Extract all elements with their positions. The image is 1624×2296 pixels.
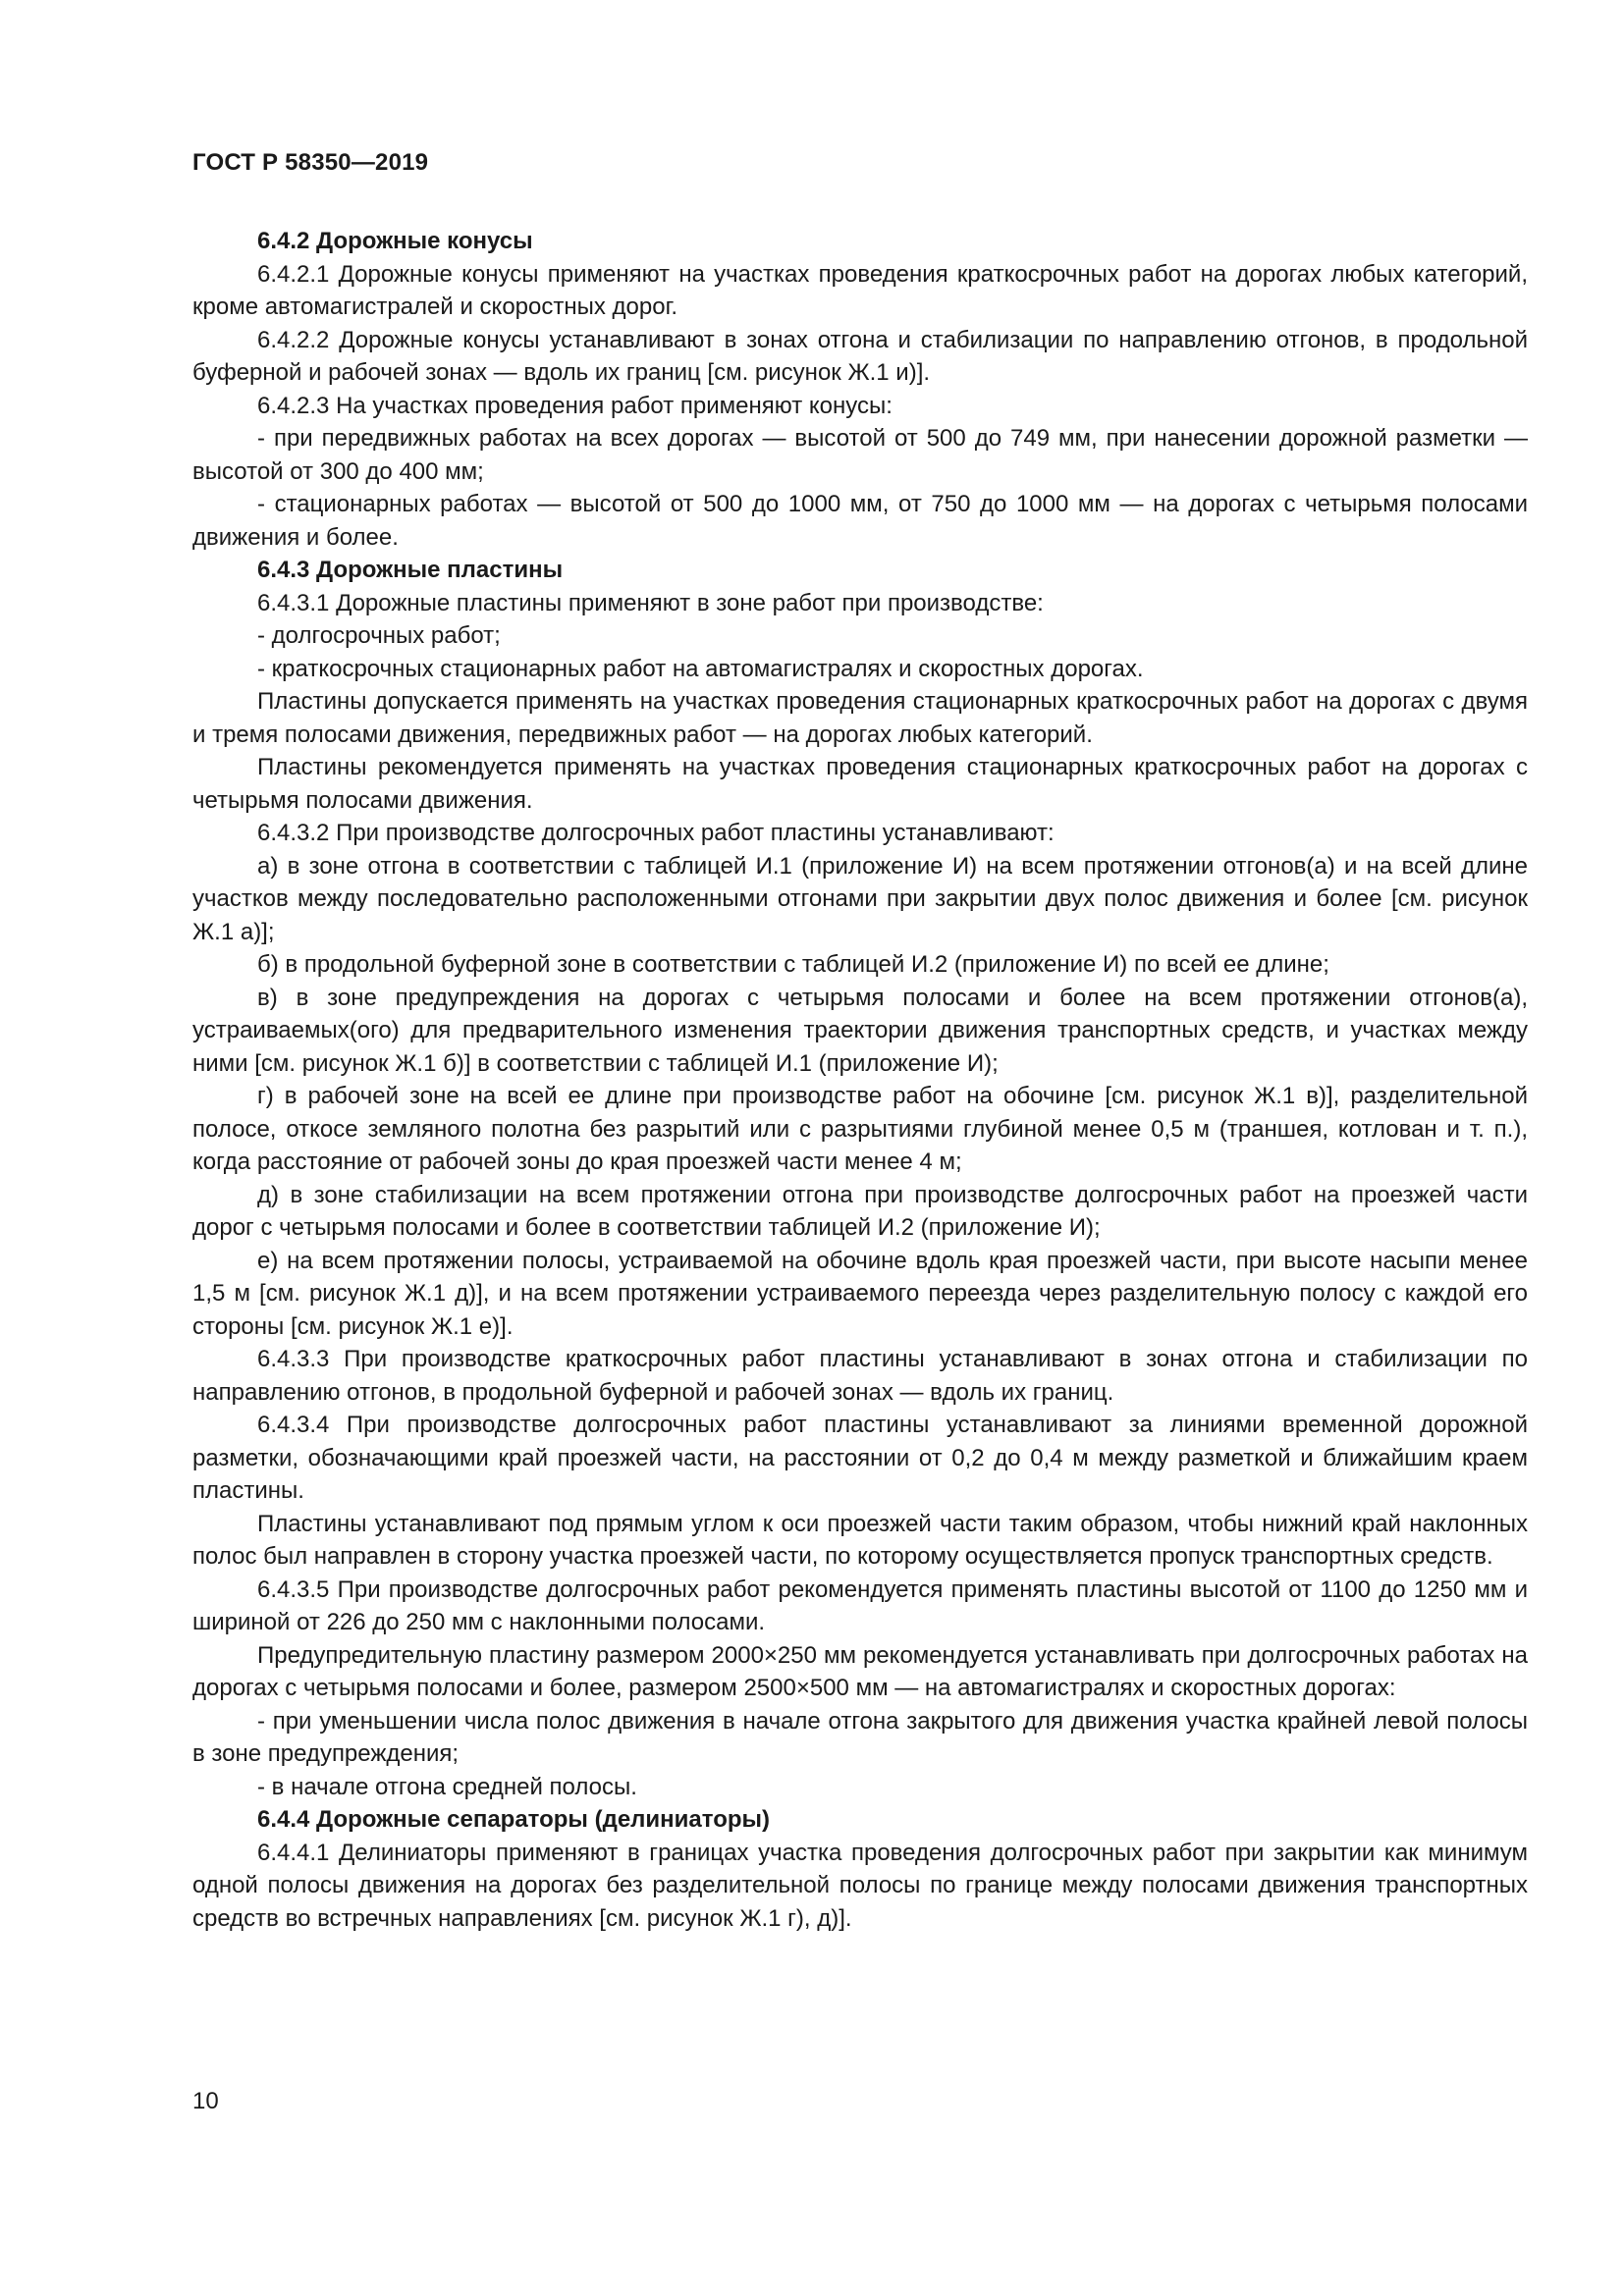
list-item: г) в рабочей зоне на всей ее длине при производстве работ на обочине [см. рисунок Ж.1 в)], разделительной полосе, откосе земляного полотна без разрытий или с разрытиями глубиной менее 0,5 м (траншея, котлован и т. п.), когда расстояние от рабочей зоны до края проезжей части менее 4 м; (192, 1083, 1528, 1175)
paragraph: Пластины рекомендуется применять на участках проведения стационарных краткосрочных работ на дорогах с четырьмя полосами движения. (192, 754, 1528, 814)
list-item: - краткосрочных стационарных работ на автомагистралях и скоростных дорогах. (257, 655, 1144, 682)
document-body (192, 225, 1528, 1935)
paragraph: 6.4.3.1 Дорожные пластины применяют в зоне работ при производстве: (257, 589, 1044, 616)
paragraph: Пластины устанавливают под прямым углом к оси проезжей части таким образом, чтобы нижний край наклонных полос был направлен в сторону участка проезжей части, по которому осуществляется пропуск транспортных средств. (192, 1510, 1528, 1570)
list-item: е) на всем протяжении полосы, устраиваемой на обочине вдоль края проезжей части, при высоте насыпи менее 1,5 м [см. рисунок Ж.1 д)], и на всем протяжении устраиваемого переезда через разделительную полосу с каждой его стороны [см. рисунок Ж.1 е)]. (192, 1247, 1528, 1340)
list-item: в) в зоне предупреждения на дорогах с четырьмя полосами и более на всем протяжении отгонов(а), устраиваемых(ого) для предварительного изменения траектории движения транспортных средств, и участках между ними [см. рисунок Ж.1 б)] в соответствии с таблицей И.1 (приложение И); (192, 984, 1528, 1077)
paragraph: 6.4.2.1 Дорожные конусы применяют на участках проведения краткосрочных работ на дорогах любых категорий, кроме автомагистралей и скоростных дорог. (192, 260, 1528, 320)
list-item: - долгосрочных работ; (257, 622, 501, 649)
list-item: - при передвижных работах на всех дорогах — высотой от 500 до 749 мм, при нанесении дорожной разметки — высотой от 300 до 400 мм; (192, 425, 1528, 485)
paragraph: 6.4.3.3 При производстве краткосрочных работ пластины устанавливают в зонах отгона и стабилизации по направлению отгонов, в продольной буферной и рабочей зонах — вдоль их границ. (192, 1346, 1528, 1406)
page-number: 10 (192, 2088, 219, 2114)
list-item: д) в зоне стабилизации на всем протяжении отгона при производстве долгосрочных работ на проезжей части дорог с четырьмя полосами и более в соответствии таблицей И.2 (приложение И); (192, 1181, 1528, 1241)
list-item: б) в продольной буферной зоне в соответствии с таблицей И.2 (приложение И) по всей ее длине; (257, 951, 1329, 978)
paragraph: 6.4.3.2 При производстве долгосрочных работ пластины устанавливают: (257, 820, 1055, 846)
section-heading-6-4-4: 6.4.4 Дорожные сепараторы (делиниаторы) (257, 1806, 771, 1833)
list-item: - при уменьшении числа полос движения в начале отгона закрытого для движения участка крайней левой полосы в зоне предупреждения; (192, 1707, 1528, 1767)
paragraph: 6.4.3.4 При производстве долгосрочных работ пластины устанавливают за линиями временной дорожной разметки, обозначающими край проезжей части, на расстоянии от 0,2 до 0,4 м между разметкой и ближайшим краем пластины. (192, 1412, 1528, 1504)
paragraph: Предупредительную пластину размером 2000×250 мм рекомендуется устанавливать при долгосрочных работах на дорогах с четырьмя полосами и более, размером 2500×500 мм — на автомагистралях и скоростных дорогах: (192, 1641, 1528, 1701)
list-item: а) в зоне отгона в соответствии с таблицей И.1 (приложение И) на всем протяжении отгонов(а) и на всей длине участков между последовательно расположенными отгонами при закрытии двух полос движения и более [см. рисунок Ж.1 а)]; (192, 852, 1528, 945)
document-page (192, 0, 1528, 2296)
document-code-header: ГОСТ Р 58350—2019 (192, 149, 429, 176)
paragraph: Пластины допускается применять на участках проведения стационарных краткосрочных работ на дорогах с двумя и тремя полосами движения, передвижных работ — на дорогах любых категорий. (192, 688, 1528, 748)
list-item: - стационарных работах — высотой от 500 до 1000 мм, от 750 до 1000 мм — на дорогах с четырьмя полосами движения и более. (192, 491, 1528, 551)
paragraph: 6.4.2.3 На участках проведения работ применяют конусы: (257, 392, 893, 419)
list-item: - в начале отгона средней полосы. (257, 1773, 637, 1800)
paragraph: 6.4.4.1 Делиниаторы применяют в границах участка проведения долгосрочных работ при закрытии как минимум одной полосы движения на дорогах без разделительной полосы по границе между полосами движения транспортных средств во встречных направлениях [см. рисунок Ж.1 г), д)]. (192, 1839, 1528, 1932)
paragraph: 6.4.2.2 Дорожные конусы устанавливают в зонах отгона и стабилизации по направлению отгонов, в продольной буферной и рабочей зонах — вдоль их границ [см. рисунок Ж.1 и)]. (192, 326, 1528, 386)
section-heading-6-4-3: 6.4.3 Дорожные пластины (257, 557, 564, 583)
paragraph: 6.4.3.5 При производстве долгосрочных работ рекомендуется применять пластины высотой от 1100 до 1250 мм и шириной от 226 до 250 мм с наклонными полосами. (192, 1575, 1528, 1635)
section-heading-6-4-2: 6.4.2 Дорожные конусы (257, 228, 533, 254)
